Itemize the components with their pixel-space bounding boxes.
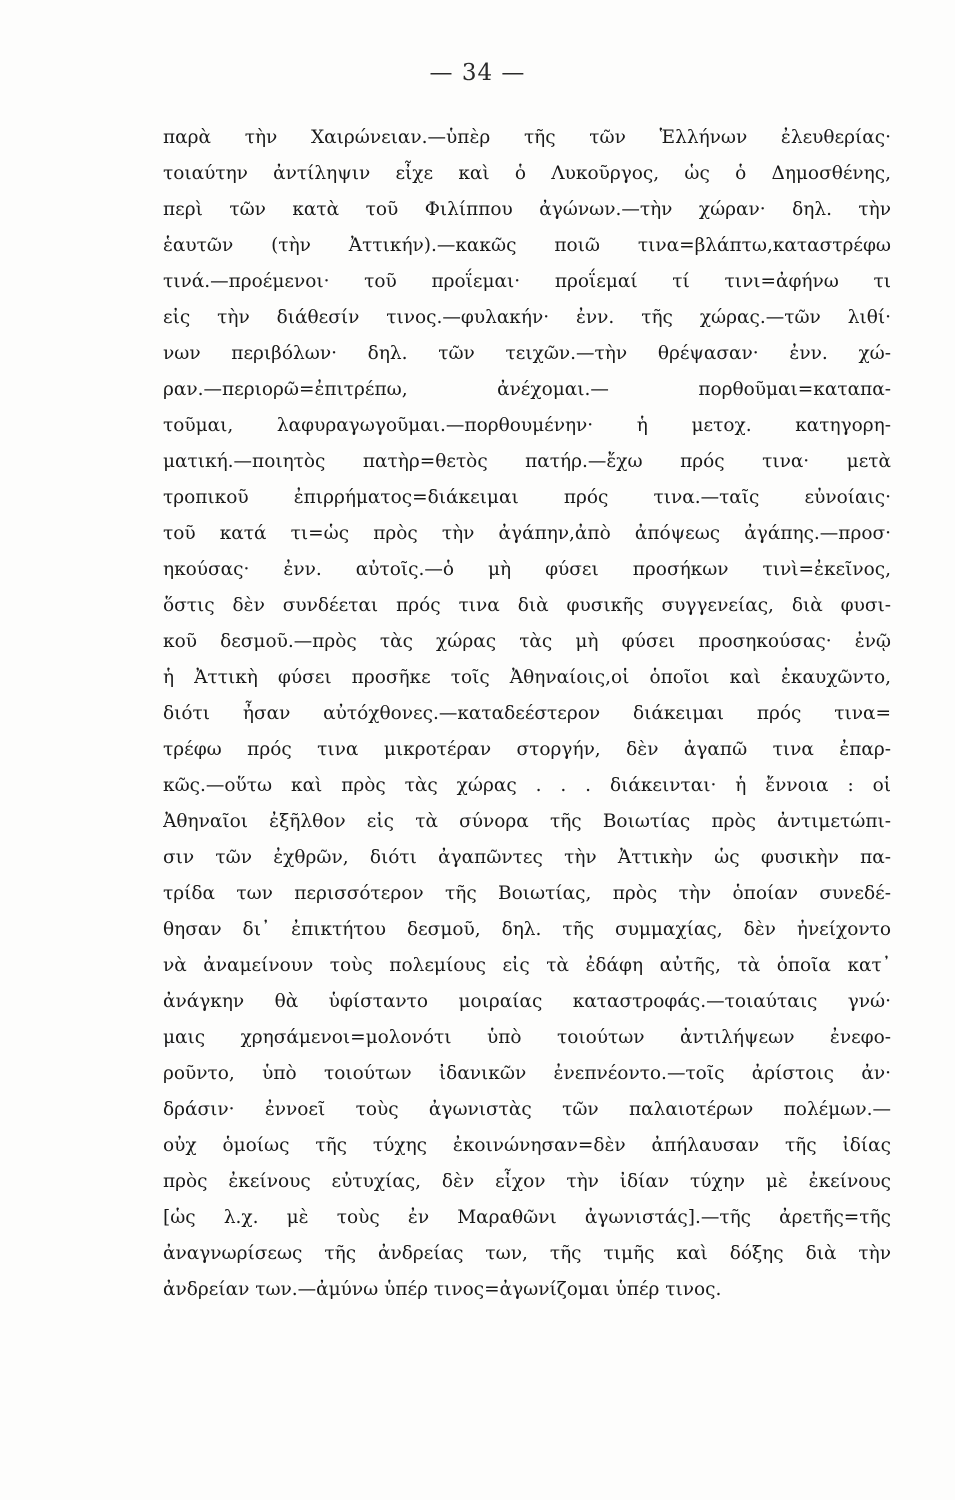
text-line: [ὡς λ.χ. μὲ τοὺς ἐν Μαραθῶνι ἀγωνιστάς].—τῆς ἀρετῆς=τῆς <box>163 1207 891 1228</box>
text-line: ἡ Ἀττικὴ φύσει προσῆκε τοῖς Ἀθηναίοις,οἱ ὁποῖοι καὶ ἐκαυχῶντο, <box>163 667 891 688</box>
text-line: νων περιβόλων· δηλ. τῶν τειχῶν.—τὴν θρέψασαν· ἐνν. χώ- <box>163 343 891 364</box>
text-line: Ἀθηναῖοι ἐξῆλθον εἰς τὰ σύνορα τῆς Βοιωτίας πρὸς ἀντιμετώπι- <box>163 811 891 832</box>
text-line: μαις χρησάμενοι=μολονότι ὑπὸ τοιούτων ἀντιλήψεων ἐνεφο- <box>163 1027 891 1048</box>
text-line: τινά.—προέμενοι· τοῦ προΐεμαι· προΐεμαί τί τινι=ἀφήνω τι <box>163 271 891 292</box>
text-line: ματική.—ποιητὸς πατὴρ=θετὸς πατήρ.—ἔχω πρός τινα· μετὰ <box>163 451 891 472</box>
text-line: ηκούσας· ἐνν. αὐτοῖς.—ὁ μὴ φύσει προσήκων τινὶ=ἐκεῖνος, <box>163 559 891 580</box>
text-line: ἀναγνωρίσεως τῆς ἀνδρείας των, τῆς τιμῆς καὶ δόξης διὰ τὴν <box>163 1243 891 1264</box>
text-line: σιν τῶν ἐχθρῶν, διότι ἀγαπῶντες τὴν Ἀττικὴν ὡς φυσικὴν πα- <box>163 847 891 868</box>
text-line: νὰ ἀναμείνουν τοὺς πολεμίους εἰς τὰ ἐδάφη αὐτῆς, τὰ ὁποῖα κατ᾽ <box>163 955 891 976</box>
text-line: ὅστις δὲν συνδέεται πρός τινα διὰ φυσικῆς συγγενείας, διὰ φυσι- <box>163 595 891 616</box>
text-line: πρὸς ἐκείνους εὐτυχίας, δὲν εἶχον τὴν ἰδίαν τύχην μὲ ἐκείνους <box>163 1171 891 1192</box>
text-line: τοῦ κατά τι=ὡς πρὸς τὴν ἀγάπην,ἀπὸ ἀπόψεως ἀγάπης.—προσ· <box>163 523 891 544</box>
text-line: διότι ἦσαν αὐτόχθονες.—καταδεέστερον διάκειμαι πρός τινα= <box>163 703 891 724</box>
text-line: περὶ τῶν κατὰ τοῦ Φιλίππου ἀγώνων.—τὴν χώραν· δηλ. τὴν <box>163 199 891 220</box>
text-line: οὐχ ὁμοίως τῆς τύχης ἐκοινώνησαν=δὲν ἀπήλαυσαν τῆς ἰδίας <box>163 1135 891 1156</box>
text-line: κοῦ δεσμοῦ.—πρὸς τὰς χώρας τὰς μὴ φύσει προσηκούσας· ἐνῷ <box>163 631 891 652</box>
text-line: ραν.—περιορῶ=ἐπιτρέπω, ἀνέχομαι.— πορθοῦμαι=καταπα- <box>163 379 891 400</box>
text-line: ἑαυτῶν (τὴν Ἀττικήν).—κακῶς ποιῶ τινα=βλάπτω,καταστρέφω <box>163 235 891 256</box>
page-number: — 34 — <box>429 60 526 86</box>
text-line: ἀνάγκην θὰ ὑφίσταντο μοιραίας καταστροφάς.—τοιαύταις γνώ· <box>163 991 891 1012</box>
text-line: εἰς τὴν διάθεσίν τινος.—φυλακήν· ἐνν. τῆς χώρας.—τῶν λιθί· <box>163 307 891 328</box>
text-line: τρίδα των περισσότερον τῆς Βοιωτίας, πρὸς τὴν ὁποίαν συνεδέ- <box>163 883 891 904</box>
text-line: παρὰ τὴν Χαιρώνειαν.—ὑπὲρ τῆς τῶν Ἑλλήνων ἐλευθερίας· <box>163 127 891 148</box>
text-line: τοῦμαι, λαφυραγωγοῦμαι.—πορθουμένην· ἡ μετοχ. κατηγορη- <box>163 415 891 436</box>
text-line: τροπικοῦ ἐπιρρήματος=διάκειμαι πρός τινα.—ταῖς εὐνοίαις· <box>163 487 891 508</box>
text-line: δράσιν· ἐννοεῖ τοὺς ἀγωνιστὰς τῶν παλαιοτέρων πολέμων.— <box>163 1099 891 1120</box>
commentary-text <box>163 120 891 1308</box>
text-line: θησαν δι᾽ ἐπικτήτου δεσμοῦ, δηλ. τῆς συμμαχίας, δὲν ἠνείχοντο <box>163 919 891 940</box>
text-line: τρέφω πρός τινα μικροτέραν στοργήν, δὲν ἀγαπῶ τινα ἐπαρ- <box>163 739 891 760</box>
text-line: ροῦντο, ὑπὸ τοιούτων ἰδανικῶν ἐνεπνέοντο.—τοῖς ἀρίστοις ἀν· <box>163 1063 891 1084</box>
text-line: τοιαύτην ἀντίληψιν εἶχε καὶ ὁ Λυκοῦργος, ὡς ὁ Δημοσθένης, <box>163 163 891 184</box>
text-line: ἀνδρείαν των.—ἀμύνω ὑπέρ τινος=ἀγωνίζομαι ὑπέρ τινος. <box>163 1279 722 1300</box>
text-line: κῶς.—οὕτω καὶ πρὸς τὰς χώρας . . . διάκεινται· ἡ ἔννοια : οἱ <box>163 775 891 796</box>
